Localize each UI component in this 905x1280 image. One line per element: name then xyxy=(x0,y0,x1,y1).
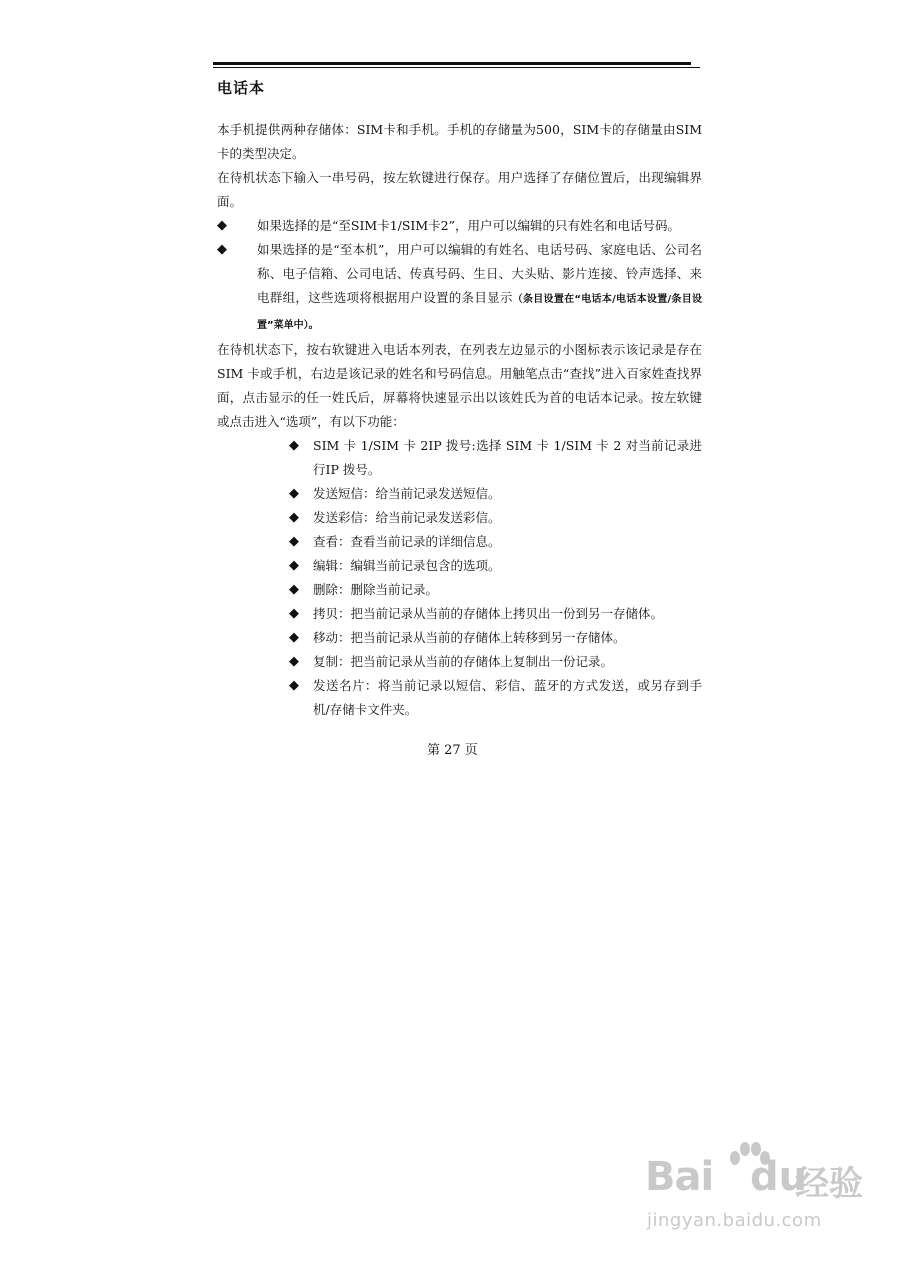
list-item xyxy=(289,554,702,578)
page-number: 第 27 页 xyxy=(427,743,478,758)
header-rule-thick xyxy=(213,62,691,65)
storage-options-list xyxy=(217,214,702,338)
diamond-bullet-icon: ◆ xyxy=(289,438,299,453)
diamond-bullet-icon: ◆ xyxy=(289,510,299,525)
paragraph-save: 在待机状态下输入一串号码，按左软键进行保存。用户选择了存储位置后，出现编辑界面。 xyxy=(217,170,702,209)
list-item xyxy=(289,506,702,530)
list-item xyxy=(289,626,702,650)
list-item xyxy=(289,650,702,674)
list-item-text: 如果选择的是“至SIM卡1/SIM卡2”，用户可以编辑的只有姓名和电话号码。 xyxy=(257,218,680,233)
list-item xyxy=(217,238,702,338)
list-item-text: 删除：删除当前记录。 xyxy=(313,582,439,597)
list-item xyxy=(289,482,702,506)
list-item xyxy=(289,578,702,602)
diamond-bullet-icon: ◆ xyxy=(217,218,227,233)
options-functions-list xyxy=(217,434,702,722)
paragraph-storage: 本手机提供两种存储体：SIM卡和手机。手机的存储量为500，SIM卡的存储量由SIM卡的类型决定。 xyxy=(217,122,702,161)
list-item-text: 拷贝：把当前记录从当前的存储体上拷贝出一份到另一存储体。 xyxy=(313,606,664,621)
diamond-bullet-icon: ◆ xyxy=(289,654,299,669)
list-item-text: SIM 卡 1/SIM 卡 2IP 拨号:选择 SIM 卡 1/SIM 卡 2 对当前记录进行IP 拨号。 xyxy=(313,438,702,477)
list-item-text: 移动：把当前记录从当前的存储体上转移到另一存储体。 xyxy=(313,630,626,645)
baidu-jingyan-watermark xyxy=(645,1140,875,1270)
paragraph-list-usage: 在待机状态下，按右软键进入电话本列表，在列表左边显示的小图标表示该记录是存在 SIM 卡或手机，右边是该记录的姓名和号码信息。用触笔点击“查找”进入百家姓查找界面，点击显示的任一姓氏后，屏幕将快速显示出以该姓氏为首的电话本记录。按左软键或点击进入“选项”，有以下功能： xyxy=(217,342,702,429)
section-title: 电话本 xyxy=(217,79,266,97)
list-item xyxy=(289,602,702,626)
diamond-bullet-icon: ◆ xyxy=(289,558,299,573)
list-item xyxy=(289,530,702,554)
watermark-brand-cn: 经验 xyxy=(795,1164,863,1204)
list-item xyxy=(289,434,702,482)
list-item-text: 发送名片：将当前记录以短信、彩信、蓝牙的方式发送，或另存到手机/存储卡文件夹。 xyxy=(313,678,702,717)
diamond-bullet-icon: ◆ xyxy=(289,582,299,597)
list-item-text: 如果选择的是“至本机”，用户可以编辑的有姓名、电话号码、家庭电话、公司名称、电子信箱、公司电话、传真号码、生日、大头贴、影片连接、铃声选择、来电群组，这些选项将根据用户设置的条目显示 xyxy=(257,242,702,305)
list-item-note: （条目设置在“电话本/电话本设置/条目设置”菜单中）。 xyxy=(257,294,702,331)
diamond-bullet-icon: ◆ xyxy=(289,606,299,621)
list-item-text: 编辑：编辑当前记录包含的选项。 xyxy=(313,558,501,573)
list-item-text: 查看：查看当前记录的详细信息。 xyxy=(313,534,501,549)
list-item-text: 复制：把当前记录从当前的存储体上复制出一份记录。 xyxy=(313,654,614,669)
list-item-text: 发送短信：给当前记录发送短信。 xyxy=(313,486,501,501)
watermark-brand-du: du xyxy=(750,1154,808,1200)
diamond-bullet-icon: ◆ xyxy=(289,678,299,693)
watermark-url: jingyan.baidu.com xyxy=(647,1210,822,1231)
list-item xyxy=(289,674,702,722)
body-content xyxy=(217,118,702,722)
diamond-bullet-icon: ◆ xyxy=(289,534,299,549)
diamond-bullet-icon: ◆ xyxy=(289,486,299,501)
list-item xyxy=(217,214,702,238)
diamond-bullet-icon: ◆ xyxy=(217,242,227,257)
list-item-text: 发送彩信：给当前记录发送彩信。 xyxy=(313,510,501,525)
header-rule-thin xyxy=(213,67,700,68)
watermark-brand-bai: Bai xyxy=(645,1154,714,1200)
diamond-bullet-icon: ◆ xyxy=(289,630,299,645)
